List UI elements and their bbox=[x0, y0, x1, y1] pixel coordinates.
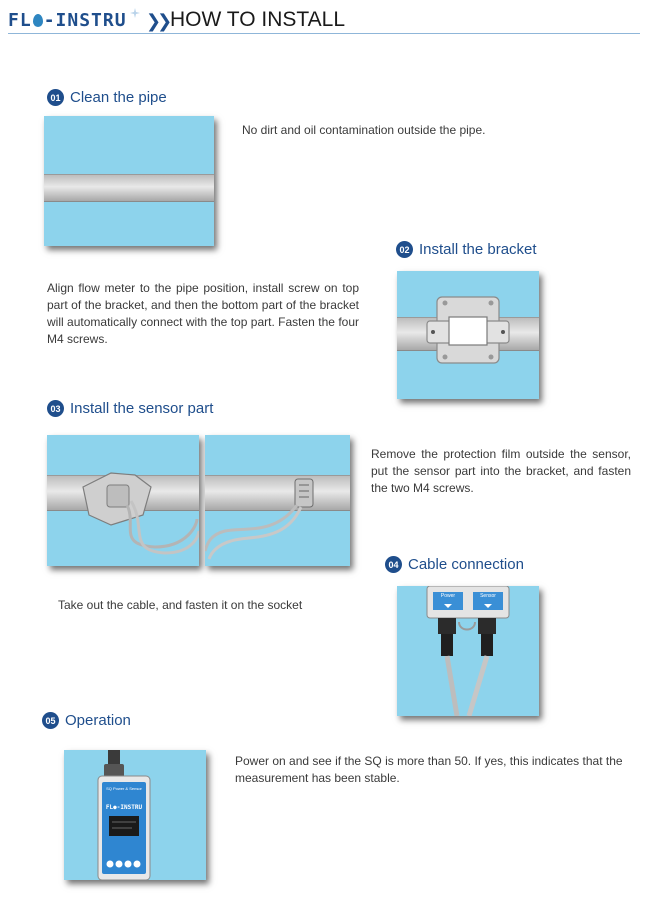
flow-meter-device bbox=[64, 750, 206, 880]
brand-logo: FL -INSTRU bbox=[8, 10, 127, 31]
step-title: Operation bbox=[65, 712, 131, 729]
step-04-description: Take out the cable, and fasten it on the socket bbox=[58, 598, 303, 612]
step-number-badge: 03 bbox=[47, 400, 64, 417]
step-02-heading bbox=[396, 241, 537, 258]
device-top-label: SQ Power & Sensor bbox=[106, 786, 142, 791]
pipe bbox=[44, 174, 214, 202]
connector-box bbox=[397, 586, 539, 716]
step-number-badge: 01 bbox=[47, 89, 64, 106]
step-01-description: No dirt and oil contamination outside the pipe. bbox=[242, 123, 486, 137]
step-title: Install the bracket bbox=[419, 241, 537, 258]
photo-cable-connection bbox=[397, 586, 539, 716]
step-title: Clean the pipe bbox=[70, 89, 167, 106]
step-03-heading bbox=[47, 400, 213, 417]
photo-sensor-part-a bbox=[47, 435, 199, 566]
photo-install-bracket bbox=[397, 271, 539, 399]
step-01-heading bbox=[47, 89, 167, 106]
step-number-badge: 04 bbox=[385, 556, 402, 573]
page-header bbox=[8, 6, 640, 36]
step-03-description: Remove the protection film outside the sensor, put the sensor part into the bracket, and fasten the two M4 screws. bbox=[371, 447, 631, 495]
photo-clean-pipe bbox=[44, 116, 214, 246]
step-05-description: Power on and see if the SQ is more than 50. If yes, this indicates that the measurement has been stable. bbox=[235, 754, 623, 785]
header-divider bbox=[8, 33, 640, 34]
sensor-with-cable bbox=[47, 435, 199, 566]
bracket bbox=[425, 295, 511, 369]
spark-icon bbox=[130, 8, 140, 18]
step-02-description: Align flow meter to the pipe position, install screw on top part of the bracket, and then the bottom part of the bracket will automatically connect with the top part. Fasten the four M4 screws. bbox=[47, 281, 359, 346]
photo-operation bbox=[64, 750, 206, 880]
double-chevron-icon: ❯❯ bbox=[146, 11, 169, 31]
step-05-heading bbox=[42, 712, 131, 729]
step-title: Install the sensor part bbox=[70, 400, 214, 417]
step-number-badge: 02 bbox=[396, 241, 413, 258]
device-brand: FL●-INSTRU bbox=[105, 804, 143, 811]
photo-sensor-part-b bbox=[205, 435, 350, 566]
socket-label-sensor: Sensor bbox=[480, 593, 496, 599]
page-title: HOW TO INSTALL bbox=[170, 8, 346, 31]
socket-label-power: Power bbox=[440, 593, 456, 599]
sensor-socket-cable bbox=[205, 435, 350, 566]
droplet-icon bbox=[33, 14, 43, 27]
step-number-badge: 05 bbox=[42, 712, 59, 729]
step-title: Cable connection bbox=[408, 556, 524, 573]
step-04-heading bbox=[385, 556, 524, 573]
